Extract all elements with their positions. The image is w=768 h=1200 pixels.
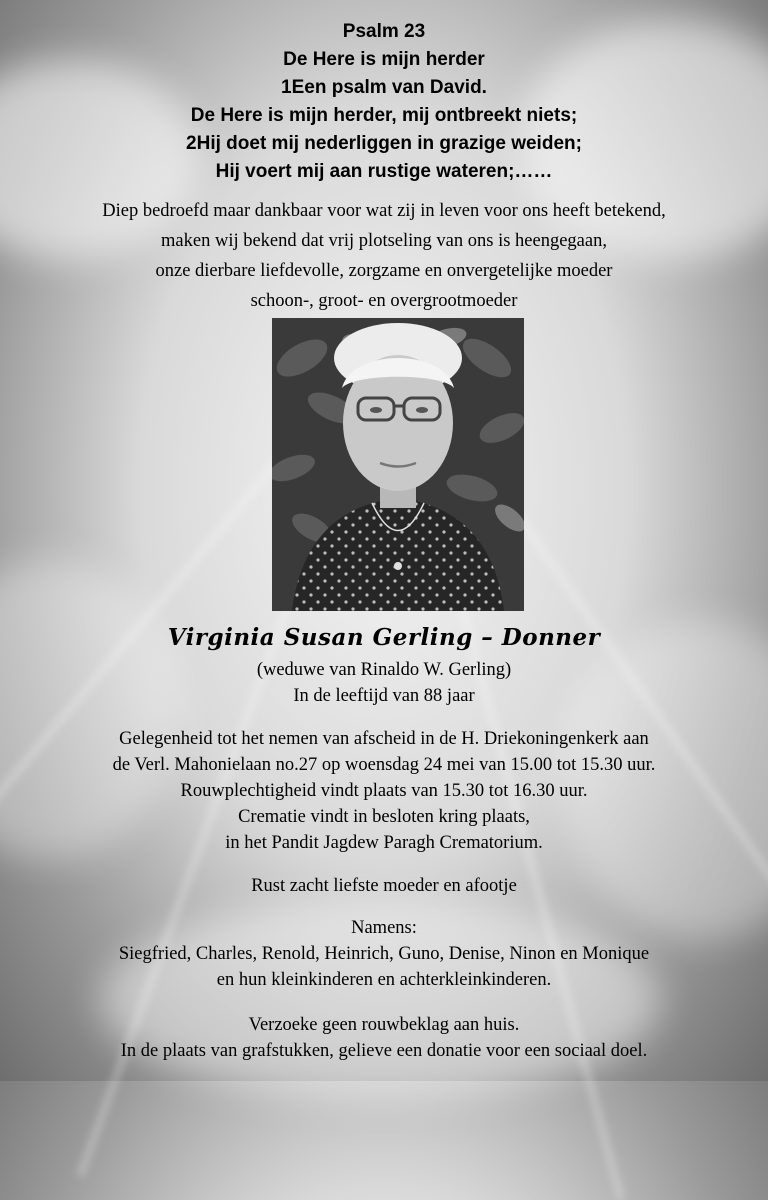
announcement-intro bbox=[0, 196, 768, 316]
psalm-line: Hij voert mij aan rustige wateren;…… bbox=[215, 161, 553, 182]
deceased-details bbox=[0, 657, 768, 709]
psalm-line: De Here is mijn herder, mij ontbreekt niets; bbox=[190, 105, 578, 126]
intro-line: schoon-, groot- en overgrootmoeder bbox=[250, 291, 518, 311]
ceremony-line: de Verl. Mahonielaan no.27 op woensdag 24 mei van 15.00 tot 15.30 uur. bbox=[112, 755, 656, 775]
psalm-title: Psalm 23 bbox=[342, 21, 426, 42]
request-line: Verzoeke geen rouwbeklag aan huis. bbox=[248, 1015, 520, 1035]
request-line: In de plaats van grafstukken, gelieve een donatie voor een sociaal doel. bbox=[120, 1041, 648, 1061]
psalm-line: De Here is mijn herder bbox=[283, 49, 485, 70]
portrait-photo bbox=[272, 318, 524, 611]
intro-line: Diep bedroefd maar dankbaar voor wat zij in leven voor ons heeft betekend, bbox=[102, 201, 666, 221]
farewell-text: Rust zacht liefste moeder en afootje bbox=[251, 876, 517, 896]
portrait-illustration bbox=[272, 318, 524, 611]
intro-line: maken wij bekend dat vrij plotseling van ons is heengegaan, bbox=[161, 231, 607, 251]
ceremony-line: Rouwplechtigheid vindt plaats van 15.30 tot 16.30 uur. bbox=[180, 781, 588, 801]
family-names: en hun kleinkinderen en achterkleinkinderen. bbox=[216, 970, 552, 990]
psalm-line: 1Een psalm van David. bbox=[281, 77, 487, 98]
psalm-verse bbox=[0, 18, 768, 186]
on-behalf-of bbox=[0, 915, 768, 993]
ceremony-line: Crematie vindt in besloten kring plaats, bbox=[238, 807, 530, 827]
psalm-line: 2Hij doet mij nederliggen in grazige weiden; bbox=[186, 133, 582, 154]
ceremony-line: in het Pandit Jagdew Paragh Crematorium. bbox=[225, 833, 543, 853]
namens-label: Namens: bbox=[351, 918, 417, 938]
ceremony-info bbox=[0, 726, 768, 856]
family-names: Siegfried, Charles, Renold, Heinrich, Guno, Denise, Ninon en Monique bbox=[118, 944, 650, 964]
deceased-name: Virginia Susan Gerling – Donner bbox=[167, 624, 601, 651]
widow-of-text: (weduwe van Rinaldo W. Gerling) bbox=[256, 660, 512, 680]
ceremony-line: Gelegenheid tot het nemen van afscheid in de H. Driekoningenkerk aan bbox=[119, 729, 649, 749]
request-notice bbox=[0, 1012, 768, 1064]
intro-line: onze dierbare liefdevolle, zorgzame en onvergetelijke moeder bbox=[155, 261, 613, 281]
age-text: In de leeftijd van 88 jaar bbox=[293, 686, 475, 706]
